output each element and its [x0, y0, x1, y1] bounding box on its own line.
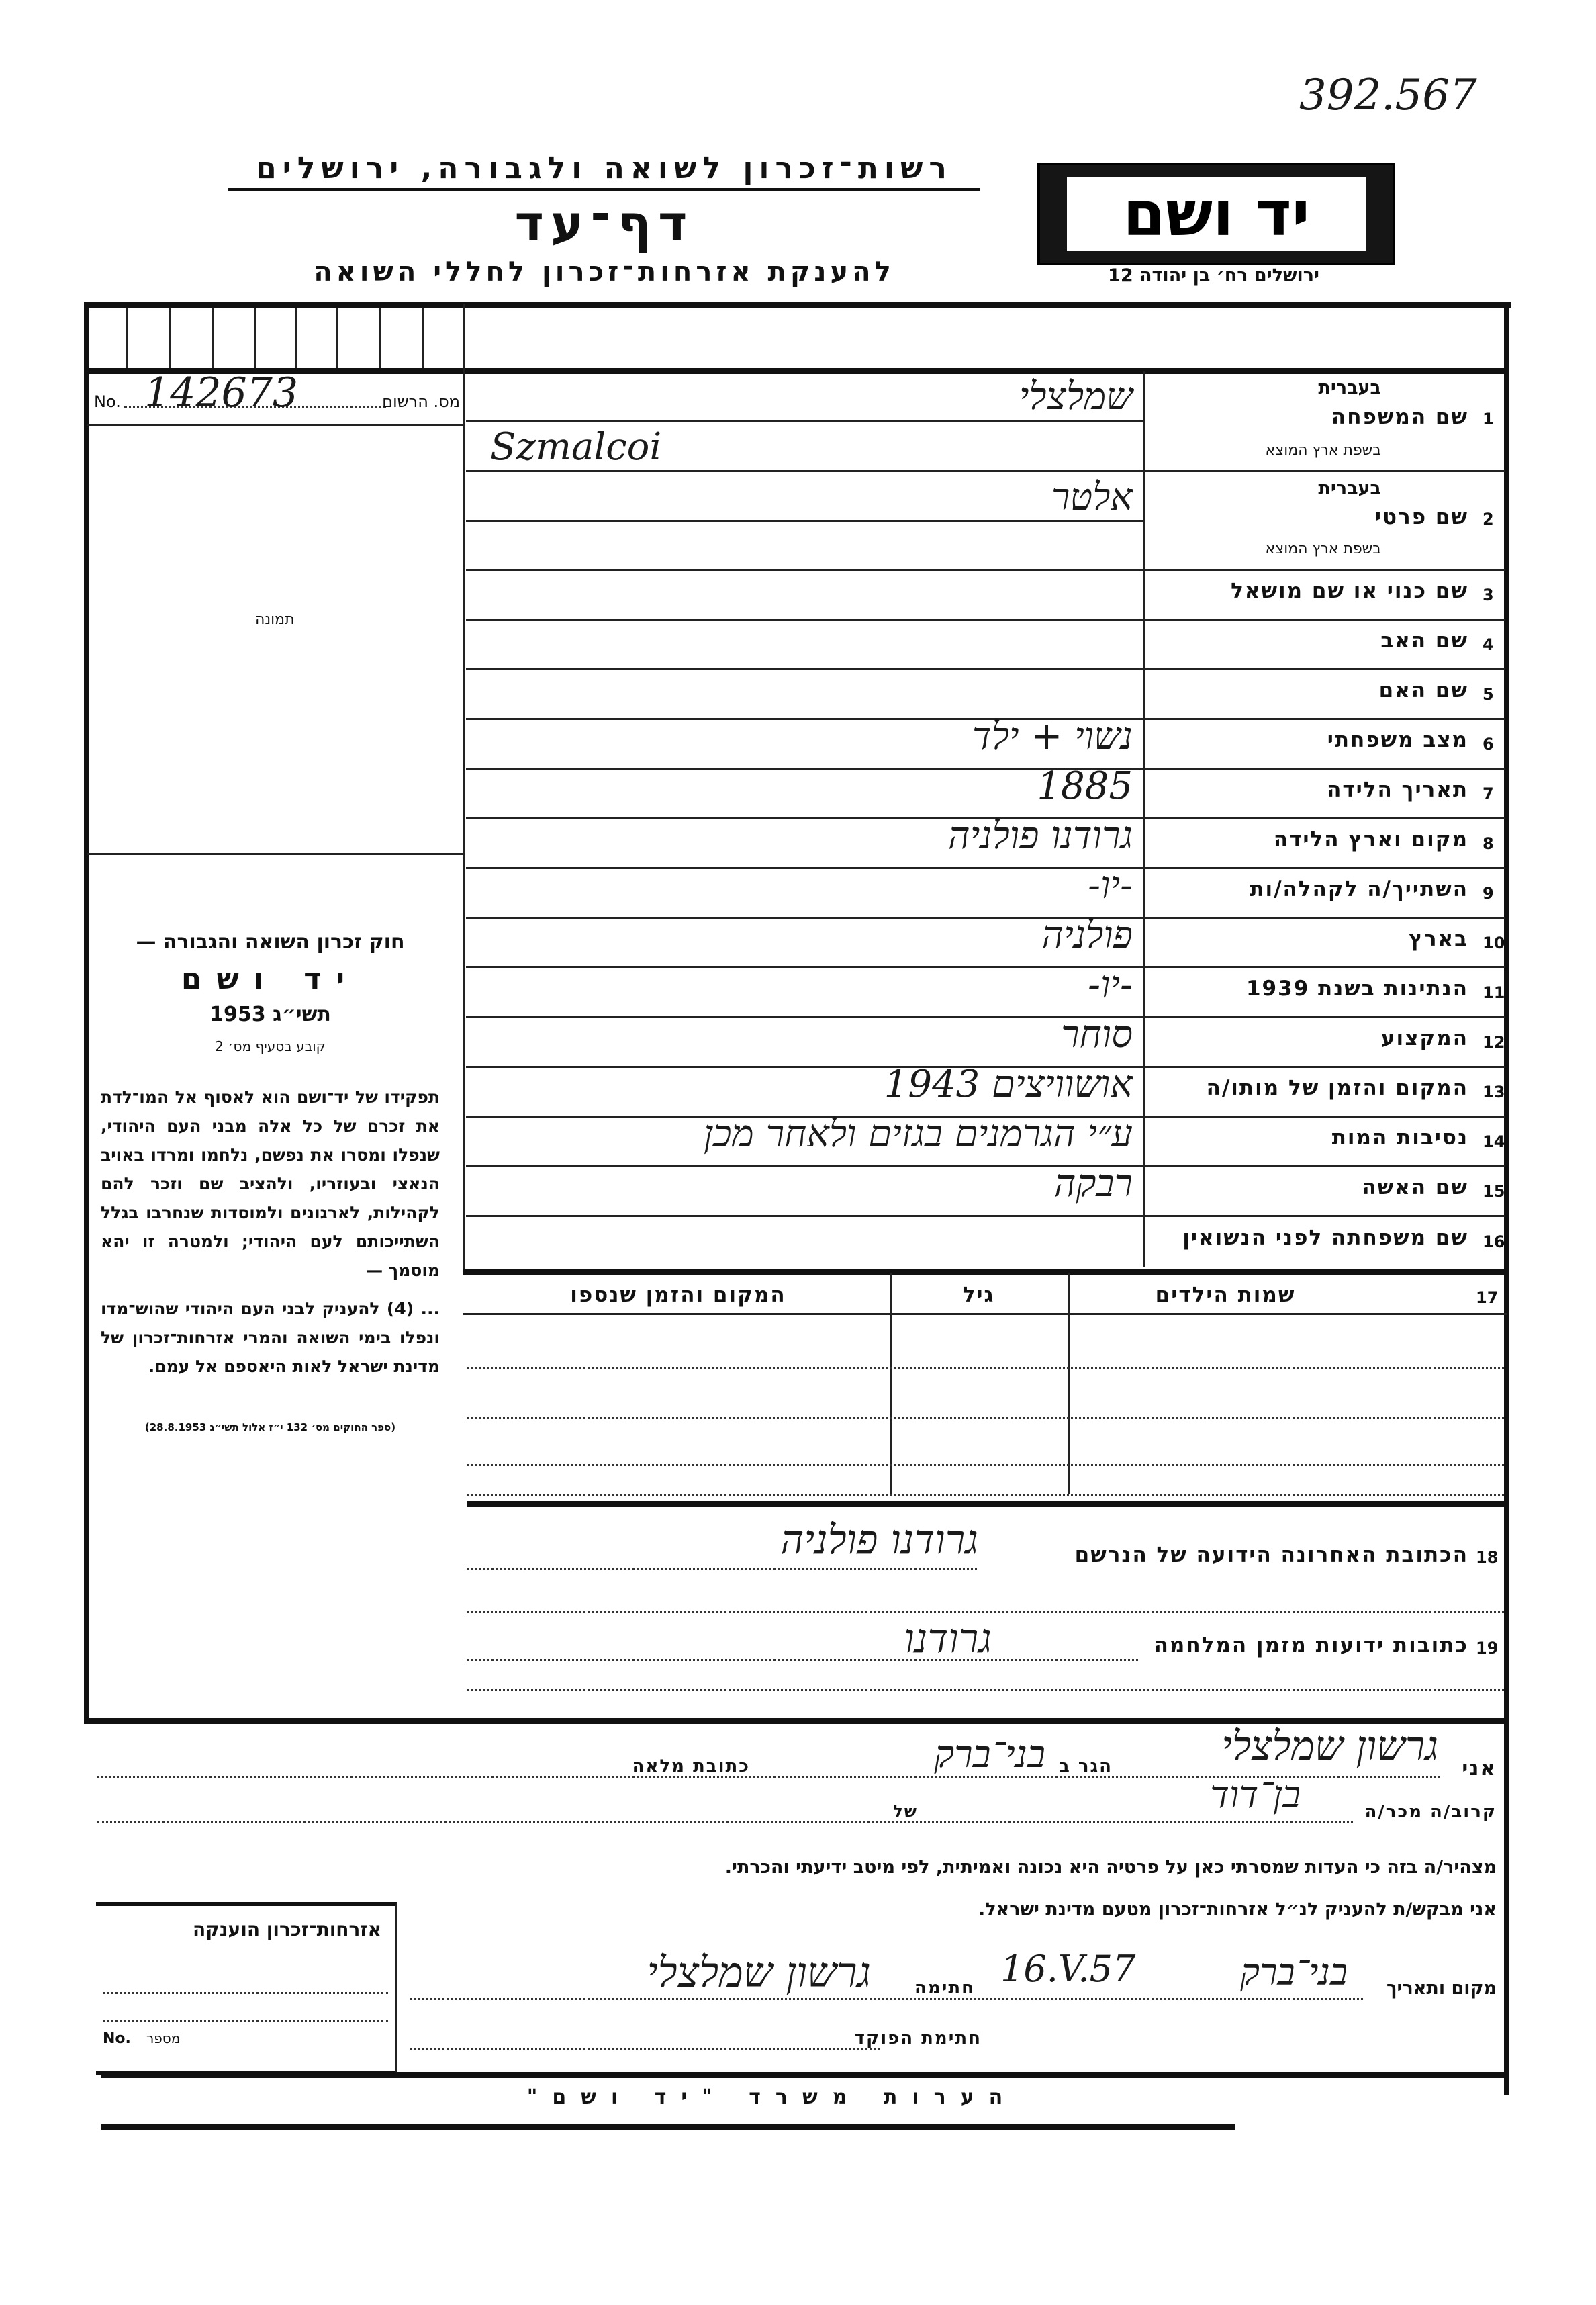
- place-date-label: מקום ותאריך: [1386, 1978, 1497, 1999]
- field-value: אושוויצים 1943: [884, 1063, 1133, 1106]
- children-bottom-line: [467, 1501, 1507, 1507]
- law-paragraph-2: ... (4) להעניק לבני העם היהודי שהוש־מדו ונפלו בימי השואה והמרי אזרחות־זכרון של מדינת ישראל לאות היאספם אל עמם.: [101, 1299, 440, 1376]
- field-value: -יו-: [1088, 963, 1133, 1007]
- declarant-name: גרשון שמלצלי: [1221, 1723, 1438, 1770]
- photo-label: תמונה: [255, 611, 295, 628]
- last-address-label: הכתובת האחרונה הידועה של הנרשם: [1074, 1543, 1468, 1567]
- officer-signature-line: [410, 2048, 880, 2050]
- resides-label: הגר ב: [1058, 1756, 1113, 1776]
- field-value: נשוי + ילד: [972, 715, 1133, 758]
- registration-cell-divider: [295, 308, 297, 368]
- last-address-number: 18: [1476, 1548, 1499, 1567]
- registration-cell-divider: [126, 308, 128, 368]
- logo-text: יד ושם: [1067, 177, 1366, 251]
- declarant-label: אני: [1462, 1756, 1497, 1780]
- children-divider-1: [890, 1273, 892, 1494]
- field-row-line: [466, 1165, 1505, 1167]
- field-value: ע״י הגרמנים בגזים ולאחר מכן: [703, 1112, 1133, 1156]
- form-subtitle: להענקת אזרחות־זכרון לחללי השואה: [314, 257, 895, 287]
- field-number: 4: [1483, 635, 1494, 654]
- field-row-line: [466, 619, 1505, 621]
- children-col-names: שמות הילדים: [1155, 1283, 1296, 1307]
- notes-bottom-line: [101, 2124, 1235, 2130]
- registration-cell-divider: [379, 308, 381, 368]
- granted-line: [103, 1992, 388, 1994]
- law-excerpt: [101, 930, 440, 1433]
- granted-number-line: [103, 2020, 388, 2022]
- field-label: שם האם: [1378, 678, 1468, 703]
- field-number: 3: [1483, 586, 1494, 604]
- field-number: 2: [1483, 509, 1494, 529]
- war-addresses-number: 19: [1476, 1639, 1499, 1658]
- field-split-line: [466, 420, 1143, 422]
- children-header-line: [463, 1313, 1507, 1315]
- statement-text: מצהיר/ה בזה כי העדות שמסרתי כאן על פרטיה היא נכונה ואמיתית, לפי מיטב ידיעתי והכרתי.: [724, 1857, 1497, 1878]
- field-row-line: [466, 1215, 1505, 1217]
- field-value-hebrew: שמלצלי: [1019, 375, 1133, 418]
- photo-divider: [87, 853, 463, 855]
- relative-line: [97, 1821, 1353, 1823]
- archive-number: 392.567: [1299, 71, 1477, 120]
- date-value: 16.V.57: [1000, 1948, 1136, 1990]
- field-row-line: [466, 966, 1505, 968]
- law-heading: חוק זכרון השואה והגבורה —: [136, 930, 405, 954]
- field-label: המקום והזמן של מותו/ה: [1206, 1076, 1468, 1100]
- officer-signature-label: חתימת הפוקד: [854, 2028, 982, 2048]
- granted-number-label: מספר: [146, 2030, 181, 2046]
- field-row-line: [466, 768, 1505, 770]
- yad-vashem-logo: [1037, 163, 1395, 265]
- field-value-origin: Szmalcoi: [490, 425, 662, 469]
- last-address-line-2: [467, 1611, 1504, 1613]
- field-label: הנתינות בשנת 1939: [1246, 977, 1468, 1001]
- children-row-line: [467, 1367, 1504, 1369]
- field-number: 8: [1483, 834, 1494, 853]
- field-number: 11: [1483, 983, 1505, 1002]
- registration-cell-divider: [254, 308, 256, 368]
- field-number: 1: [1483, 410, 1494, 428]
- registration-cell-divider: [422, 308, 424, 368]
- field-value: 1885: [1037, 764, 1133, 808]
- of-label: של: [893, 1802, 918, 1821]
- field-split-line: [466, 520, 1143, 522]
- relation-value: בן־דוד: [1210, 1773, 1301, 1817]
- signature-line: [410, 1998, 1363, 2000]
- field-label: נסיבות המות: [1331, 1126, 1468, 1150]
- field-label: שם האשה: [1362, 1175, 1468, 1200]
- signature-value: גרשון שמלצלי: [647, 1948, 871, 1997]
- notes-top-line: [101, 2072, 1504, 2078]
- field-number: 10: [1483, 934, 1505, 952]
- field-value: גרודנו פולניה: [947, 814, 1133, 858]
- law-paragraph-1: תפקידו של יד־ושם הוא לאסוף אל המו־לדת את זכרם של כל אלה מבני העם היהודי, שנפלו ומסרו את נפשם, נלחמו ומרדו באויב הנאצי ובעוזריו, ולהציב שם וזכר להם לקהילות, לארגונים ולמוסדות שנחרבו בגלל השתייכותם לעם היהודי; ולמטרה זו יהא מוסמך —: [101, 1087, 440, 1280]
- children-number: 17: [1476, 1288, 1499, 1307]
- field-label: השתייך/ה לקהלה/ות: [1250, 877, 1468, 901]
- granted-no-label: No.: [103, 2030, 131, 2047]
- left-column-divider: [463, 304, 465, 1271]
- children-top-line: [463, 1269, 1507, 1275]
- office-notes-label: הערות משרד "יד ושם": [526, 2085, 1018, 2109]
- no-label: No.: [94, 392, 121, 411]
- field-value-hebrew: אלטר: [1051, 476, 1133, 519]
- field-label: תאריך הלידה: [1327, 778, 1468, 802]
- registration-value: 142673: [144, 369, 299, 416]
- war-addresses-line-2: [467, 1689, 1504, 1691]
- war-addresses-line: [467, 1659, 1138, 1661]
- signature-label: חתימה: [914, 1978, 975, 1998]
- field-label: המקצוע: [1380, 1026, 1468, 1050]
- last-address-value: גרודנו פולניה: [780, 1517, 978, 1564]
- logo-address: ירושלים רח׳ בן יהודה 12: [1108, 265, 1319, 286]
- law-source: (ספר החוקים מס׳ 132 י״ז אלול תשי״ג 28.8.1953): [144, 1421, 396, 1433]
- registration-line: [87, 424, 463, 426]
- field-number: 16: [1483, 1232, 1505, 1251]
- children-row-line: [467, 1417, 1504, 1419]
- frame-top: [84, 302, 1511, 308]
- children-col-place: המקום והזמן שנספו: [570, 1283, 786, 1307]
- field-value: סוחר: [1061, 1013, 1133, 1056]
- field-sublabel-hebrew: בעברית: [1318, 478, 1381, 499]
- field-number: 15: [1483, 1182, 1505, 1201]
- field-row-line: [466, 917, 1505, 919]
- registration-cell-divider: [336, 308, 338, 368]
- war-addresses-value: גרודנו: [904, 1615, 992, 1662]
- field-row-line: [466, 867, 1505, 869]
- law-clause: קובע בסעיף מס׳ 2: [215, 1038, 326, 1054]
- field-row-line: [466, 470, 1505, 472]
- field-label: שם פרטי: [1374, 504, 1468, 529]
- field-label: מקום וארץ הלידה: [1273, 827, 1468, 852]
- citizenship-granted-box: [96, 1902, 397, 2075]
- request-text: אני מבקש/ת להעניק לנ״ל אזרחות־זכרון מטעם מדינת ישראל.: [978, 1899, 1497, 1920]
- field-value: פולניה: [1041, 913, 1133, 957]
- residence-value: בני־ברק: [934, 1733, 1045, 1776]
- field-label: בארץ: [1409, 927, 1468, 951]
- registration-cell-divider: [169, 308, 171, 368]
- field-number: 5: [1483, 685, 1494, 704]
- registration-label: מס. הרשום: [382, 392, 460, 411]
- field-sublabel-hebrew: בעברית: [1318, 377, 1381, 398]
- registration-number: [94, 369, 460, 416]
- registration-cell-divider: [212, 308, 214, 368]
- field-number: 13: [1483, 1083, 1505, 1101]
- place-value: בני־ברק: [1240, 1951, 1348, 1993]
- field-number: 7: [1483, 784, 1494, 803]
- field-row-line: [466, 1016, 1505, 1018]
- relative-label: קרוב/ה מכר/ה: [1364, 1802, 1497, 1822]
- field-number: 9: [1483, 884, 1494, 903]
- field-label: שם משפחתה לפני הנשואין: [1182, 1226, 1468, 1250]
- law-name: יד ושם: [181, 962, 360, 996]
- field-label: מצב משפחתי: [1327, 728, 1468, 752]
- field-value: רבקה: [1053, 1162, 1133, 1206]
- frame-left: [84, 302, 89, 1719]
- children-row-line: [467, 1464, 1504, 1466]
- law-year: תשי״ג 1953: [209, 1003, 331, 1026]
- war-addresses-label: כתובות ידועות מזמן המלחמה: [1154, 1633, 1468, 1658]
- field-number: 14: [1483, 1132, 1505, 1151]
- form-title: דף־עד: [514, 195, 694, 253]
- field-row-line: [466, 668, 1505, 670]
- field-label: שם המשפחה: [1331, 405, 1468, 429]
- last-address-line: [467, 1568, 977, 1570]
- authority-heading: רשות־זכרון לשואה ולגבורה, ירושלים: [228, 151, 980, 191]
- field-row-line: [466, 569, 1505, 571]
- children-row-line: [467, 1494, 1504, 1496]
- children-divider-2: [1068, 1273, 1070, 1494]
- full-address-label: כתובת מלאה: [632, 1756, 750, 1776]
- field-sublabel-origin: בשפת ארץ המוצא: [1265, 442, 1381, 459]
- children-col-age: גיל: [962, 1283, 995, 1307]
- field-value: -יו-: [1088, 864, 1133, 907]
- field-sublabel-origin: בשפת ארץ המוצא: [1265, 541, 1381, 557]
- field-number: 12: [1483, 1033, 1505, 1052]
- field-number: 6: [1483, 735, 1494, 754]
- field-label: שם האב: [1380, 629, 1468, 653]
- field-label: שם כנוי או שם מושאל: [1231, 579, 1468, 603]
- granted-title: אזרחות־זכרון הוענקה: [193, 1918, 381, 1940]
